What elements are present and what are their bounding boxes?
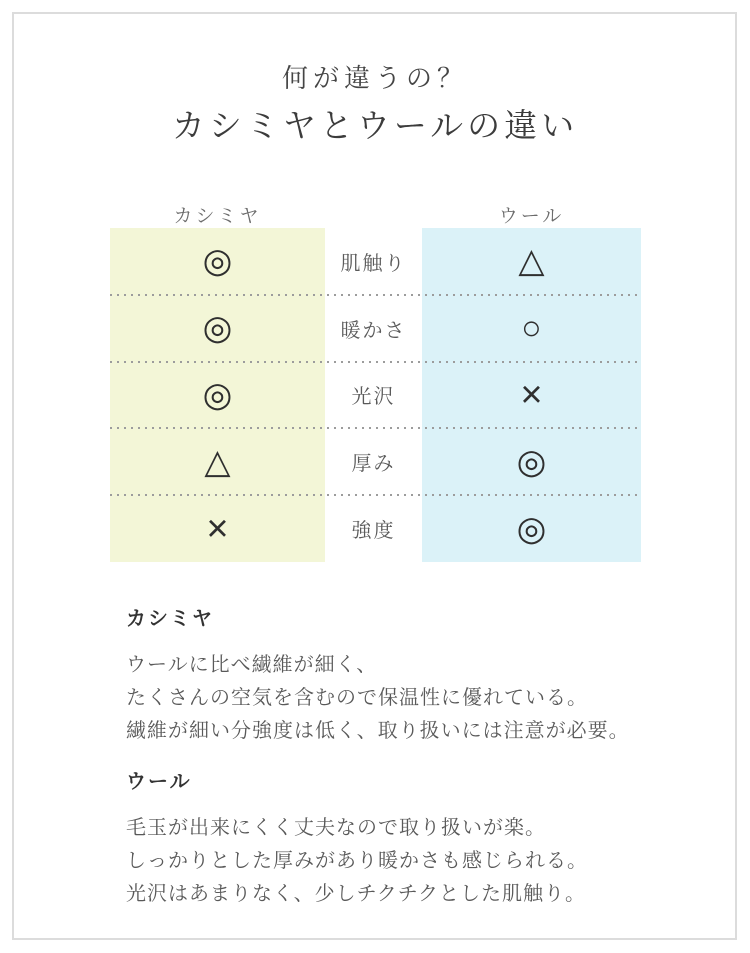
rating-symbol: ◎: [202, 242, 233, 281]
row-separator: [110, 294, 641, 296]
table-row-hadazawari: [110, 228, 641, 295]
rating-symbol: ◎: [516, 442, 547, 481]
table-row-atsumi: [110, 428, 641, 495]
description-line: 毛玉が出来にくく丈夫なので取り扱いが楽。: [126, 817, 546, 839]
cashmere-rating-cell: [110, 428, 325, 495]
row-separator: [110, 361, 641, 363]
rating-symbol: △: [518, 242, 545, 281]
cashmere-rating-cell: [110, 228, 325, 295]
row-label: 厚み: [325, 428, 422, 495]
table-row-kyodo: [110, 495, 641, 562]
row-label: 光沢: [325, 362, 422, 429]
rating-symbol: ×: [206, 507, 229, 550]
rating-symbol: ◎: [202, 375, 233, 414]
page-subtitle: 何が違うの？: [281, 64, 468, 93]
wool-rating-cell: [422, 228, 641, 295]
rating-symbol: ×: [520, 373, 543, 416]
row-label: 暖かさ: [325, 295, 422, 362]
rating-symbol: ○: [521, 309, 542, 348]
description-line: 繊維が細い分強度は低く、取り扱いには注意が必要。: [126, 720, 630, 742]
description-line: たくさんの空気を含むので保温性に優れている。: [126, 687, 588, 709]
description-line: ウールに比べ繊維が細く、: [126, 654, 378, 676]
row-separator: [110, 427, 641, 429]
table-row-kotaku: [110, 362, 641, 429]
page-title: カシミヤとウールの違い: [171, 109, 579, 145]
description-cashmere: [126, 602, 646, 748]
rating-symbol: ◎: [516, 509, 547, 548]
cashmere-rating-cell: [110, 295, 325, 362]
wool-rating-cell: [422, 495, 641, 562]
cashmere-rating-cell: [110, 495, 325, 562]
description-line: 光沢はあまりなく、少しチクチクとした肌触り。: [126, 883, 586, 905]
column-header-cashmere: カシミヤ: [173, 206, 262, 227]
wool-rating-cell: [422, 295, 641, 362]
wool-rating-cell: [422, 362, 641, 429]
cashmere-rating-cell: [110, 362, 325, 429]
comparison-table: [110, 228, 641, 562]
wool-rating-cell: [422, 428, 641, 495]
row-separator: [110, 494, 641, 496]
row-label: 強度: [325, 495, 422, 562]
description-wool: [126, 765, 646, 911]
row-label: 肌触り: [325, 228, 422, 295]
description-heading-wool: ウール: [126, 771, 192, 793]
rating-symbol: ◎: [202, 309, 233, 348]
rating-symbol: △: [204, 442, 231, 481]
column-header-wool: ウール: [498, 206, 565, 227]
description-heading-cashmere: カシミヤ: [126, 608, 214, 630]
description-line: しっかりとした厚みがあり暖かさも感じられる。: [126, 850, 588, 872]
table-row-atatakasa: [110, 295, 641, 362]
